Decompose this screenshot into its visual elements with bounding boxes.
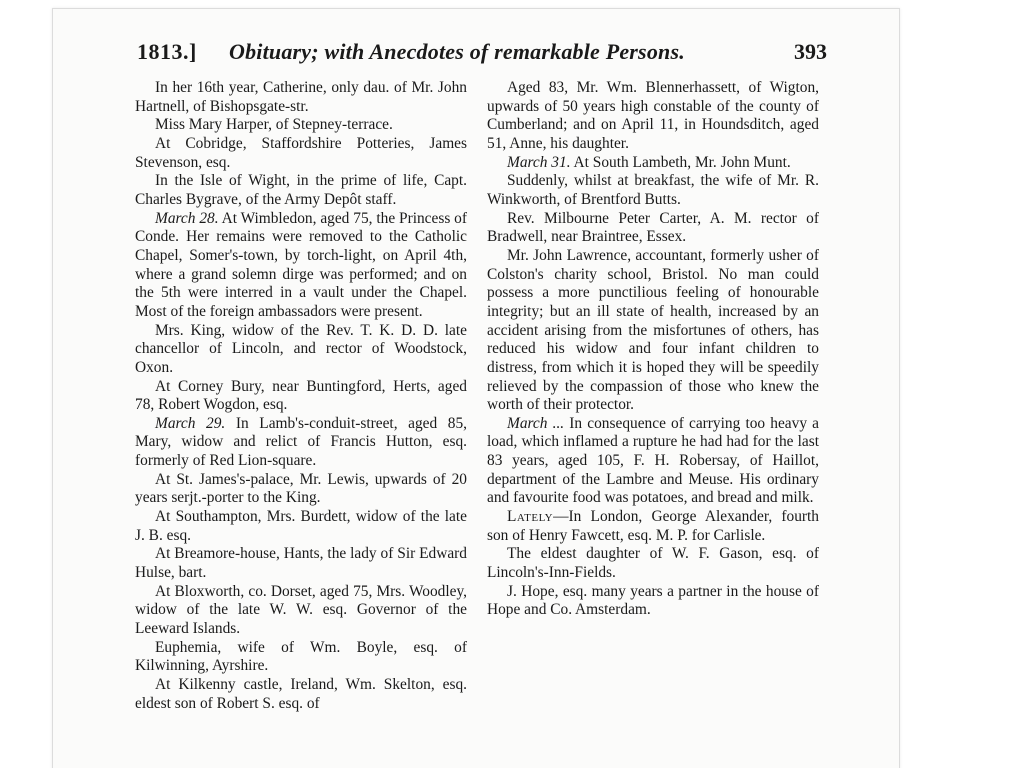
header-title: Obituary; with Anecdotes of remarkable Persons. xyxy=(229,39,685,64)
entry-date: March 31. xyxy=(507,153,571,171)
obituary-entry: At Southampton, Mrs. Burdett, widow of the late J. B. esq. xyxy=(135,508,467,544)
header-date: 1813.] xyxy=(137,39,197,64)
obituary-entry: At Bloxworth, co. Dorset, aged 75, Mrs. Woodley, widow of the late W. W. esq. Governor of the Leeward Islands. xyxy=(135,582,467,638)
obituary-entry: At St. James's-palace, Mr. Lewis, upwards of 20 years serjt.-porter to the King. xyxy=(135,470,467,507)
entry-date: March ... xyxy=(507,414,565,432)
running-header xyxy=(137,39,827,75)
obituary-entry: Suddenly, whilst at breakfast, the wife of Mr. R. Winkworth, of Brentford Butts. xyxy=(487,172,819,208)
obituary-entry: Lately—In London, George Alexander, fourth son of Henry Fawcett, esq. M. P. for Carlisle. xyxy=(487,508,819,544)
obituary-entry: J. Hope, esq. many years a partner in the house of Hope and Co. Amsterdam. xyxy=(487,582,819,619)
entry-lead-smallcaps: Lately xyxy=(507,508,554,526)
obituary-entry: At Kilkenny castle, Ireland, Wm. Skelton, esq. eldest son of Robert S. esq. of xyxy=(135,676,467,712)
obituary-entry: In the Isle of Wight, in the prime of life, Capt. Charles Bygrave, of the Army Depôt staff. xyxy=(135,172,467,208)
obituary-entry: March 31. At South Lambeth, Mr. John Munt. xyxy=(507,153,791,171)
obituary-entry: March 28. At Wimbledon, aged 75, the Princess of Conde. Her remains were removed to the Catholic Chapel, Somer's-town, by torch-light, on April 4th, where a grand solemn dirge was performed; and on the 5th were interred in a vault under the Chapel. Most of the foreign ambassadors were present. xyxy=(135,209,468,320)
obituary-entry: Aged 83, Mr. Wm. Blennerhassett, of Wigton, upwards of 50 years high constable of the county of Cumberland; and on April 11, in Houndsditch, aged 51, Anne, his daughter. xyxy=(487,79,819,152)
obituary-entry: At Cobridge, Staffordshire Potteries, James Stevenson, esq. xyxy=(135,134,467,171)
obituary-entry: The eldest daughter of W. F. Gason, esq. of Lincoln's-Inn-Fields. xyxy=(487,545,819,582)
right-column xyxy=(487,79,819,620)
entry-date: March 29. xyxy=(155,414,226,432)
left-column xyxy=(135,79,467,713)
obituary-entry: At Corney Bury, near Buntingford, Herts, aged 78, Robert Wogdon, esq. xyxy=(135,377,467,414)
obituary-entry: March 29. In Lamb's-conduit-street, aged 85, Mary, widow and relict of Francis Hutton, esq. formerly of Red Lion-square. xyxy=(135,414,468,470)
obituary-entry: Mrs. King, widow of the Rev. T. K. D. D. late chancellor of Lincoln, and rector of Woodstock, Oxon. xyxy=(135,321,467,376)
entry-date: March 28. xyxy=(155,209,219,227)
obituary-entry: Miss Mary Harper, of Stepney-terrace. xyxy=(155,116,393,134)
scanned-page xyxy=(52,8,900,768)
obituary-entry: In her 16th year, Catherine, only dau. of Mr. John Hartnell, of Bishopsgate-str. xyxy=(135,79,467,115)
obituary-entry: March ... In consequence of carrying too heavy a load, which inflamed a rupture he had had for the last 83 years, aged 105, F. H. Robersay, of Haillot, department of the Lambre and Meuse. His ordinary and favourite food was potatoes, and bread and milk. xyxy=(487,414,819,507)
obituary-entry: Euphemia, wife of Wm. Boyle, esq. of Kilwinning, Ayrshire. xyxy=(135,638,467,675)
page-number: 393 xyxy=(794,39,827,64)
obituary-entry: Mr. John Lawrence, accountant, formerly usher of Colston's charity school, Bristol. No man could possess a more punctilious feeling of honourable integrity; but an ill state of health, increased by an accident arising from the misfortunes of others, has reduced his widow and four infant children to distress, from which it is hoped they will be speedily relieved by the compassion of those who knew the worth of their protector. xyxy=(487,246,819,414)
obituary-entry: Rev. Milbourne Peter Carter, A. M. rector of Bradwell, near Braintree, Essex. xyxy=(487,209,819,246)
obituary-entry: At Breamore-house, Hants, the lady of Sir Edward Hulse, bart. xyxy=(135,545,467,582)
